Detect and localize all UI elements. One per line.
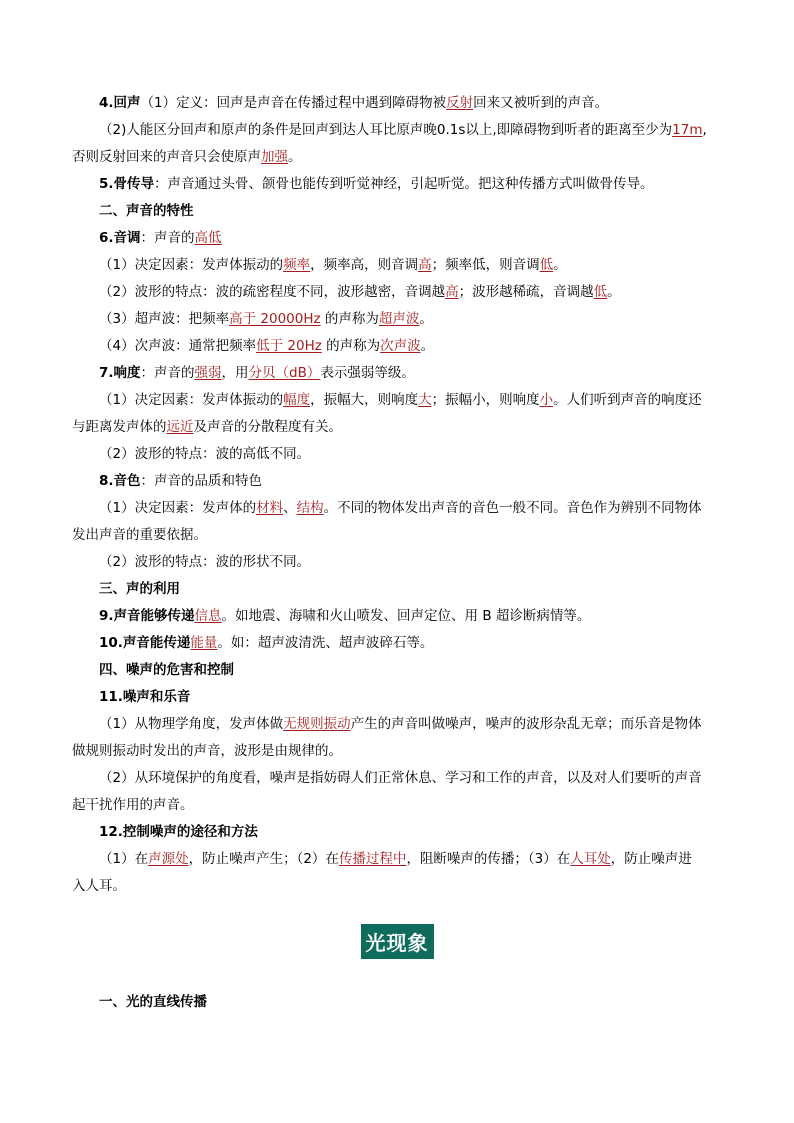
answer-blank: 强弱 xyxy=(194,365,222,381)
answer-blank: 能量 xyxy=(190,635,218,651)
timbre-waveform: （2）波形的特点：波的形状不同。 xyxy=(99,554,311,570)
answer-blank: 高 xyxy=(418,257,432,273)
document-page xyxy=(72,90,722,1016)
answer-blank: 低 xyxy=(593,284,608,300)
pitch-waveform: （2）波形的特点：波的疏密程度不同，波形越密，音调越高；波形越稀疏，音调越低。 xyxy=(99,284,621,300)
point-4-echo: 4.回声（1）定义：回声是声音在传播过程中遇到障碍物被反射回来又被听到的声音。 xyxy=(99,95,609,111)
answer-blank: 信息 xyxy=(194,608,222,624)
noise-control-cont: 入人耳。 xyxy=(72,878,126,894)
echo-condition: （2)人能区分回声和原声的条件是回声到达人耳比原声晚0.1s以上,即障碍物到听者的距离至少为17m, xyxy=(99,122,707,138)
noise-physics: （1）从物理学角度，发声体做无规则振动产生的声音叫做噪声，噪声的波形杂乱无章；而乐音是物体 xyxy=(99,716,702,732)
loudness-waveform: （2）波形的特点：波的高低不同。 xyxy=(99,446,311,462)
answer-blank: 高于 20000Hz xyxy=(229,311,321,327)
answer-blank: 远近 xyxy=(166,419,194,435)
pitch-factor: （1）决定因素：发声体振动的频率，频率高，则音调高；频率低，则音调低。 xyxy=(99,257,567,273)
answer-blank: 17m xyxy=(672,122,703,138)
point-11-heading: 11.噪声和乐音 xyxy=(99,689,191,705)
point-12-heading: 12.控制噪声的途径和方法 xyxy=(99,824,258,840)
answer-blank: 低 xyxy=(539,257,554,273)
noise-environment: （2）从环境保护的角度看，噪声是指妨碍人们正常休息、学习和工作的声音，以及对人们要听的声音 xyxy=(99,770,702,786)
infrasound: （4）次声波：通常把频率低于 20Hz 的声称为次声波。 xyxy=(99,338,435,354)
noise-control: （1）在声源处，防止噪声产生；（2）在传播过程中，阻断噪声的传播；（3）在人耳处，防止噪声进 xyxy=(99,851,692,867)
answer-blank: 无规则振动 xyxy=(283,716,351,732)
answer-blank: 幅度 xyxy=(283,392,311,408)
answer-blank: 低于 20Hz xyxy=(256,338,322,354)
answer-blank: 分贝（dB） xyxy=(248,365,321,381)
loudness-factor: （1）决定因素：发声体振动的幅度，振幅大，则响度大；振幅小，则响度小。人们听到声音的响度还 xyxy=(99,392,702,408)
point-9-information: 9.声音能够传递信息。如地震、海啸和火山喷发、回声定位、用 B 超诊断病情等。 xyxy=(99,608,591,624)
chapter-title: 光现象 xyxy=(361,924,434,959)
timbre-factor-cont: 发出声音的重要依据。 xyxy=(72,527,207,543)
answer-blank: 次声波 xyxy=(380,338,421,354)
timbre-factor: （1）决定因素：发声体的材料、结构。不同的物体发出声音的音色一般不同。音色作为辨别不同物体 xyxy=(99,500,702,516)
point-6-pitch: 6.音调：声音的高低 xyxy=(99,230,222,246)
answer-blank: 高低 xyxy=(194,230,222,246)
section-heading-2: 二、声音的特性 xyxy=(99,203,194,219)
answer-blank: 人耳处 xyxy=(570,851,611,867)
answer-blank: 材料 xyxy=(256,500,284,516)
echo-condition-cont: 否则反射回来的声音只会使原声加强。 xyxy=(72,149,302,165)
point-5-bone-conduction: 5.骨传导：声音通过头骨、颌骨也能传到听觉神经，引起听觉。把这种传播方式叫做骨传导。 xyxy=(99,176,654,192)
answer-blank: 声源处 xyxy=(148,851,189,867)
point-8-timbre: 8.音色：声音的品质和特色 xyxy=(99,473,263,489)
ultrasound: （3）超声波：把频率高于 20000Hz 的声称为超声波。 xyxy=(99,311,433,327)
next-section-heading: 一、光的直线传播 xyxy=(99,994,207,1010)
answer-blank: 加强 xyxy=(261,149,288,165)
answer-blank: 大 xyxy=(418,392,432,408)
point-10-energy: 10.声音能传递能量。如：超声波清洗、超声波碎石等。 xyxy=(99,635,434,651)
answer-blank: 小 xyxy=(539,392,554,408)
answer-blank: 传播过程中 xyxy=(338,851,407,867)
answer-blank: 结构 xyxy=(296,500,324,516)
answer-blank: 频率 xyxy=(283,257,311,273)
answer-blank: 超声波 xyxy=(378,311,420,327)
noise-environment-cont: 起干扰作用的声音。 xyxy=(72,797,194,813)
point-7-loudness: 7.响度：声音的强弱，用分贝（dB）表示强弱等级。 xyxy=(99,365,415,381)
section-heading-3: 三、声的利用 xyxy=(99,581,180,597)
answer-blank: 反射 xyxy=(446,95,474,111)
noise-physics-cont: 做规则振动时发出的声音，波形是由规律的。 xyxy=(72,743,342,759)
section-heading-4: 四、噪声的危害和控制 xyxy=(99,662,234,678)
loudness-factor-cont: 与距离发声体的远近及声音的分散程度有关。 xyxy=(72,419,342,435)
chapter-title-box xyxy=(72,924,722,959)
answer-blank: 高 xyxy=(445,284,459,300)
